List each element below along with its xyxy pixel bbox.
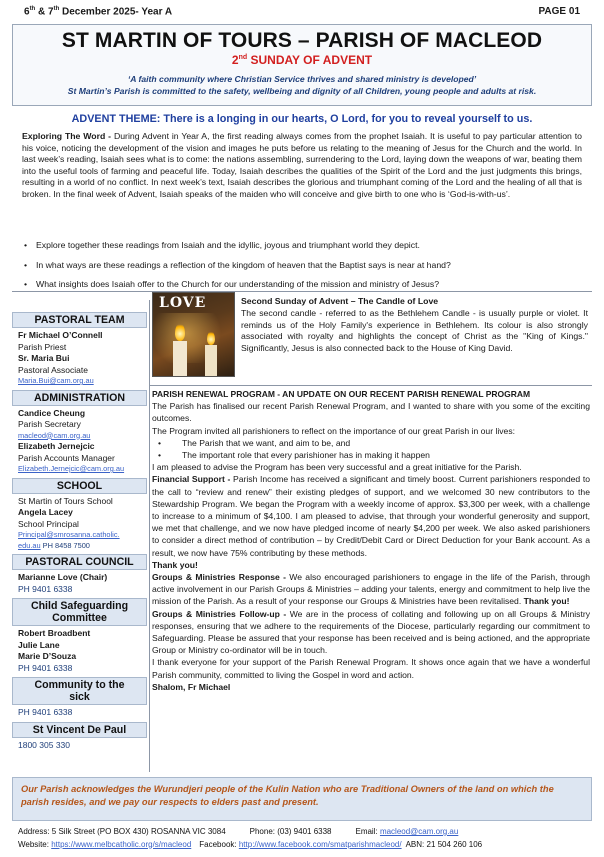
candle-body: The second candle - referred to as the Bethlehem Candle - is usually purple or violet. It reminds us of the Holy Family's experience in Bethlehem. Its colour is also strongly associated with royalty and highlights the concept of Christ as the "King of Kings." Significantly, Jesus is also connected back to the House of King David. [241,307,588,354]
email-link[interactable]: macleod@cam.org.au [18,430,91,440]
renewal-paragraph: I am pleased to advise the Program has been very successful and a great initiative for the Parish. [152,462,522,473]
candle-of-love-text [241,296,588,355]
follow-up-body: We are in the process of collating and following up on all Groups & Ministry responses, ensuring that we adhere to the requirements of the Diocese, particularly regarding our commitment to Safeguarding. Please be assured that your response has been received and is being actioned, and the appropriate Group or Ministry co-ordinator will be in touch. [152,608,590,656]
financial-body: Parish Income has received a significant and timely boost. Current parishioners responded to the call to “review and renew” their existing pledges of support, and we welcomed 30 new contributors to the Stewardship Program. We began the Program with a weekly income of approx. $3,300 per week, with a challenge to increase to a minimum of $4,100. I am pleased to advise, that through your wonderful generosity and support, we met that challenge, and we now have pledged income of nearly $4,200 per week. We also asked parishioners to consider a direct method of contribution – by Credit/Debit Card or Direct Deduction for your Bank account. As a result, we now have 75% contributing by these methods. [152,474,590,558]
renewal-bullet: • The Parish that we want, and aim to be, and [152,437,590,449]
footer-phone: Phone: (03) 9401 6338 [249,827,332,836]
renewal-paragraph: I thank everyone for your support of the Parish Renewal Program. It shows once again that we have a wonderful Parish community, committed to living the Gospel in word and action. [152,657,590,680]
footer-email-label: Email: [355,827,380,836]
footer-abn: ABN: 21 504 260 106 [405,839,483,849]
parish-motto: ‘A faith community where Christian Service thrives and shared ministry is developed’ [127,74,477,84]
image-caption: LOVE [159,295,207,311]
contact-name: Sr. Maria Bui [18,353,70,363]
email-link[interactable]: edu.au [18,540,41,550]
parish-renewal-article [152,388,590,693]
contact-role: Parish Accounts Manager [18,452,115,463]
safety-statement: St Martin’s Parish is committed to the safety, wellbeing and dignity of all Children, young people and adults at risk. [67,86,537,96]
renewal-paragraph: The Parish has finalised our recent Parish Renewal Program, and I wanted to share with you some of the exciting outcomes. [152,401,590,424]
sunday-rest: SUNDAY OF ADVENT [247,53,373,67]
financial-thanks [152,559,590,571]
contact-name: Julie Lane [18,639,60,650]
contact-name: Elizabeth Jernejcic [18,441,95,451]
word-body: During Advent in Year A, the first reading always comes from the prophet Isaiah. It is useful to pay particular attention to his voice, noticing the development of the vision and images he puts before us relating to the meaning of Jesus for the Church and the world. In last week’s reading, Isaiah sees what is to come: the nations assembling, surrendering to the Lord, laying down the weapons of war, beating them into the useful tools of farming and peaceful life. Today, Isaiah describes the qualities of the Spirit of the Lord and the just judgments this brings, resulting in a world of no conflict. In next week’s text, Isaiah describes the glorious and triumphant coming of the Lord and the healing of all that is broken. In the final week of Advent, Isaiah speaks of the maiden who will conceive and give birth to one who is ‘God-is-with-us’. [22,131,582,199]
school-header: SCHOOL [12,478,147,494]
thanks-text: Thank you! [523,596,570,607]
reflection-questions [22,240,588,299]
renewal-heading: PARISH RENEWAL PROGRAM - AN UPDATE ON OUR RECENT PARISH RENEWAL PROGRAM [152,389,531,399]
contact-name: Fr Michael O’Connell [18,330,103,340]
word-lead: Exploring The Word - [22,131,114,141]
contact-name: Robert Broadbent [18,628,91,638]
renewal-bullet: • The important role that every parishioner has in making it happen [152,449,590,461]
contact-name: Candice Cheung [18,407,86,418]
section-divider [12,291,592,292]
date-suffix-a: th [29,6,36,12]
footer-row-contact [18,826,594,839]
candle-title: Second Sunday of Advent – The Candle of Love [241,296,439,306]
school-name: St Martin of Tours School [18,495,113,506]
contact-phone: PH 9401 6338 [18,583,73,594]
footer-email-link[interactable]: macleod@cam.org.au [379,827,459,836]
pastoral-council-header: PASTORAL COUNCIL [12,554,147,570]
contact-phone: PH 9401 6338 [18,662,73,673]
sunday-suffix: nd [238,54,248,61]
bulletin-date [24,6,172,17]
groups-response [152,571,590,608]
date-day-b: & 7 [35,6,54,18]
follow-up-lead: Groups & Ministries Follow-up - [152,608,290,619]
contact-role: Pastoral Associate [18,364,88,375]
page-topbar [10,6,594,20]
parish-title: ST MARTIN OF TOURS – PARISH OF MACLEOD [61,29,543,52]
groups-lead: Groups & Ministries Response - [152,572,290,583]
footer-facebook-label: Facebook: [199,839,239,849]
advent-theme: ADVENT THEME: There is a longing in our hearts, O Lord, for you to reveal yourself to us. [71,113,533,125]
footer-website-label: Website: [18,839,52,849]
date-rest: December 2025- Year A [59,6,173,18]
column-divider [149,300,150,772]
contact-role: Parish Priest [18,341,67,352]
school-email-phone-line [12,541,147,552]
reflection-item: • What insights does Isaiah offer to the Church for our understanding of the mission and ministry of Jesus? [22,279,588,290]
contact-role: Parish Secretary [18,419,81,429]
parish-footer [18,826,594,851]
sunday-heading [13,53,591,67]
date-suffix-b: th [53,6,60,12]
financial-support [152,473,590,558]
sunday-number: 2 [231,53,239,67]
contacts-sidebar [12,300,147,784]
page-number: PAGE 01 [538,6,580,17]
thanks-text: Thank you! [152,559,198,570]
date-day-a: 6 [24,6,30,18]
contact-name: Marianne Love (Chair) [18,572,108,582]
section-divider [150,385,592,386]
financial-lead: Financial Support - [152,474,233,485]
sick-community-header: Community to the sick [12,677,147,705]
footer-website-link[interactable]: https://www.melbcatholic.org/s/macleod [51,839,192,849]
exploring-the-word [22,131,582,200]
safeguarding-header: Child Safeguarding Committee [12,598,147,626]
reflection-item: • In what ways are these readings a reflection of the kingdom of heaven that the Baptist says is near at hand? [22,260,588,271]
parish-header [12,24,592,106]
signoff [152,681,590,693]
contact-name: Angela Lacey [18,507,73,517]
groups-follow-up [152,608,590,657]
contact-phone: 1800 305 330 [18,739,70,750]
footer-address: Address: 5 Silk Street (PO BOX 430) ROSANNA VIC 3084 [18,827,226,836]
footer-facebook-link[interactable]: http://www.facebook.com/smatparishmacleod/ [238,839,402,849]
renewal-paragraph: The Program invited all parishioners to reflect on the importance of our great Parish in our lives: [152,425,516,436]
email-link[interactable]: Principal@smrosanna.catholic. [18,530,120,539]
email-link[interactable]: Maria.Bui@cam.org.au [18,376,94,385]
school-phone: PH 8458 7500 [40,540,90,550]
contact-role: School Principal [18,518,79,529]
vincent-de-paul-header: St Vincent De Paul [12,722,147,738]
groups-body: We also encouraged parishioners to engage in the life of the Parish, through active involvement in our Parish Groups & Ministries – adding your talents, energy and commitment to help live the mission of the Parish. As a result of your response our Groups & Ministries have been revitalised. [152,572,590,607]
email-link[interactable]: Elizabeth.Jernejcic@cam.org.au [18,464,125,473]
contact-name: Marie D’Souza [18,651,77,661]
contact-phone: PH 9401 6338 [18,707,73,717]
reflection-item: • Explore together these readings from Isaiah and the idyllic, joyous and triumphant world they depict. [22,240,588,251]
acknowledgement-of-country: Our Parish acknowledges the Wurundjeri people of the Kulin Nation who are Traditional Owners of the land on which the parish resides, and we pay our respects to elders past and present. [12,777,592,821]
footer-row-web [18,839,594,852]
pastoral-team-header: PASTORAL TEAM [12,312,147,328]
signoff-text: Shalom, Fr Michael [152,681,231,692]
administration-header: ADMINISTRATION [12,390,147,406]
candle-of-love-image [152,292,235,377]
